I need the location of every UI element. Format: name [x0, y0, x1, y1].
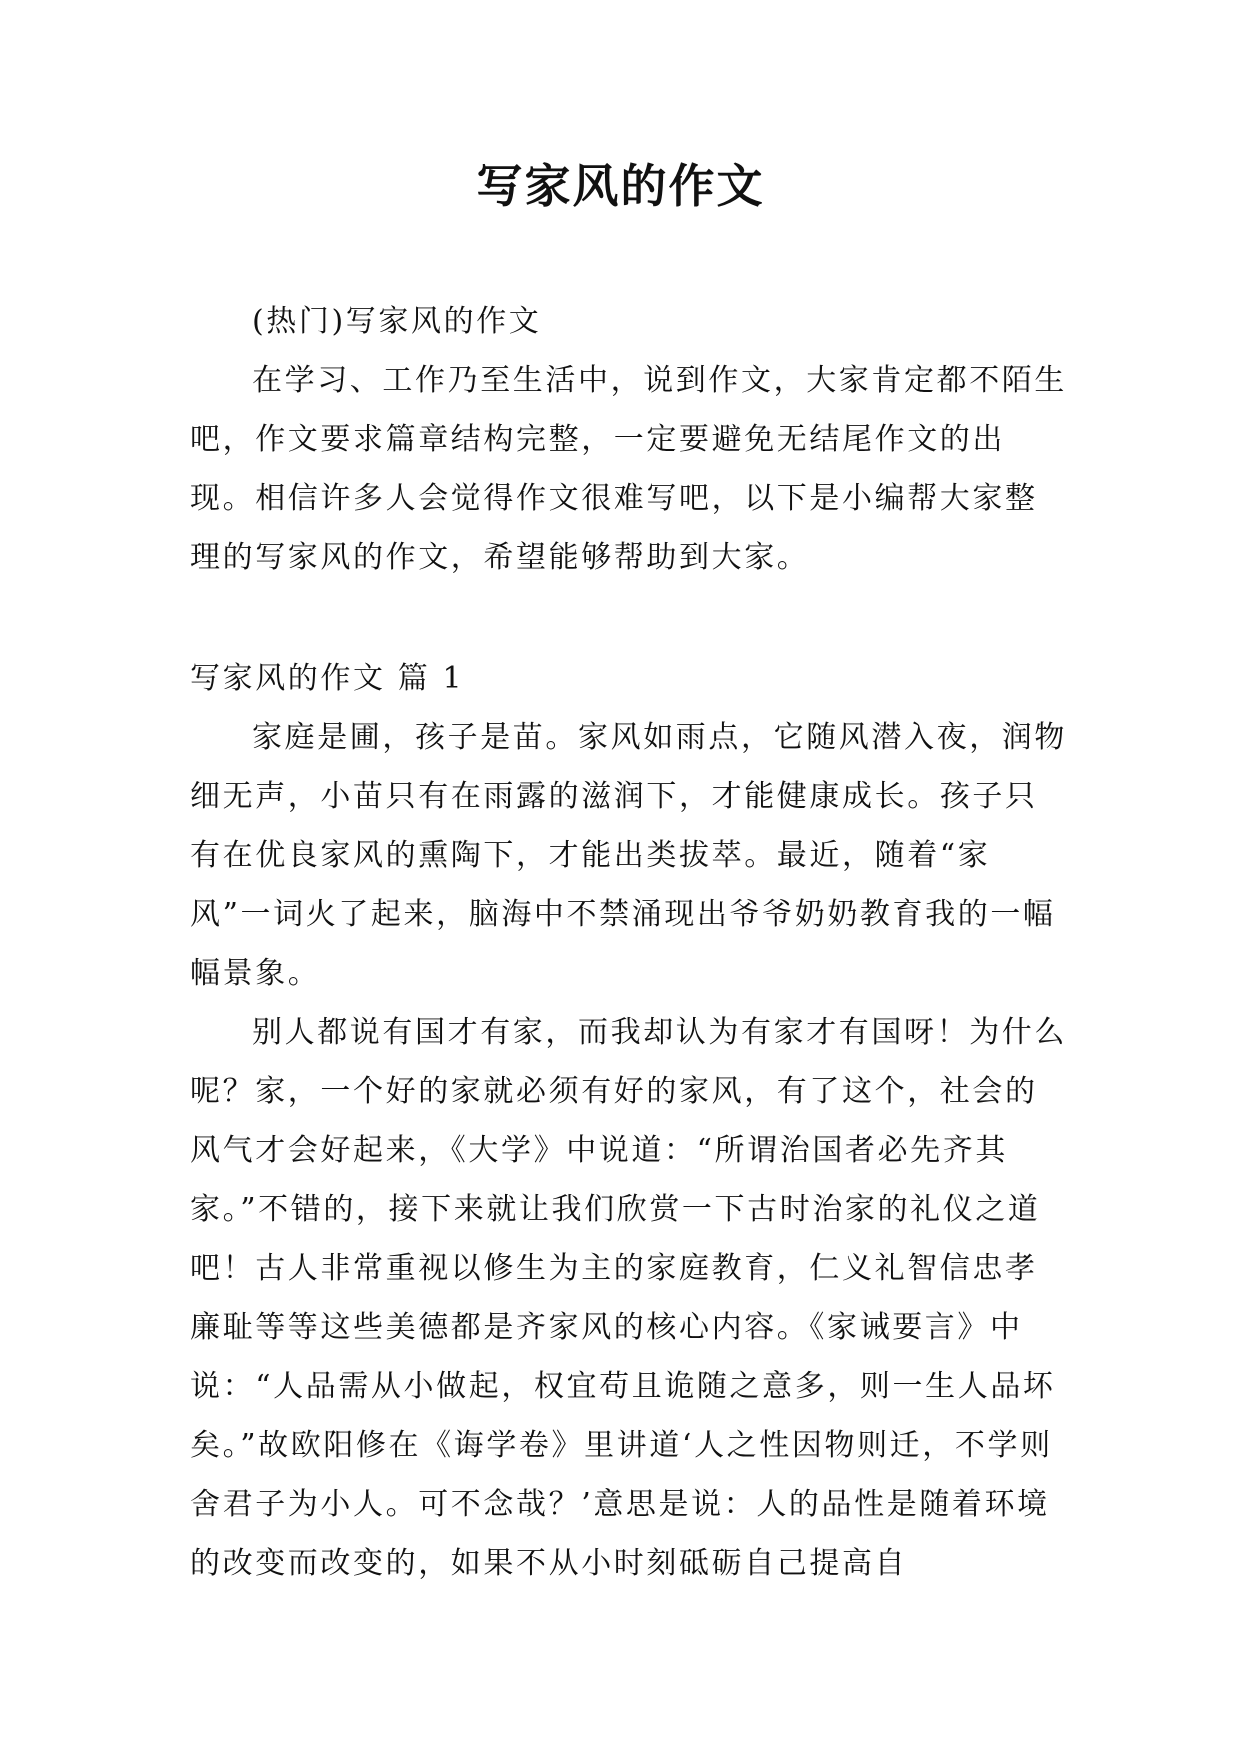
section-spacer — [190, 587, 1068, 649]
document-title: 写家风的作文 — [476, 159, 765, 213]
body-paragraph: 家庭是圃，孩子是苗。家风如雨点，它随风潜入夜，润物细无声，小苗只有在雨露的滋润下，才能健康成长。孩子只有在优良家风的熏陶下，才能出类拔萃。最近，随着“家风”一词火了起来，脑海中不禁涌现出爷爷奶奶教育我的一幅幅景象。 — [190, 720, 1067, 991]
document-body — [190, 292, 1068, 1593]
document-subtitle: (热门)写家风的作文 — [252, 304, 542, 339]
body-paragraph: 别人都说有国才有家，而我却认为有家才有国呀！为什么呢？家，一个好的家就必须有好的家风，有了这个，社会的风气才会好起来，《大学》中说道：“所谓治国者必先齐其家。”不错的，接下来就让我们欣赏一下古时治家的礼仪之道吧！古人非常重视以修生为主的家庭教育，仁义礼智信忠孝廉耻等等这些美德都是齐家风的核心内容。《家诫要言》中说：“人品需从小做起，权宜苟且诡随之意多，则一生人品坏矣。”故欧阳修在《诲学卷》里讲道‘人之性因物则迁，不学则舍君子为小人。可不念哉？’意思是说：人的品性是随着环境的改变而改变的，如果不从小时刻砥砺自己提高自 — [190, 1015, 1067, 1581]
section-heading: 写家风的作文 篇 1 — [190, 661, 465, 696]
intro-paragraph: 在学习、工作乃至生活中，说到作文，大家肯定都不陌生吧，作文要求篇章结构完整，一定要避免无结尾作文的出现。相信许多人会觉得作文很难写吧，以下是小编帮大家整理的写家风的作文，希望能够帮助到大家。 — [190, 363, 1067, 575]
